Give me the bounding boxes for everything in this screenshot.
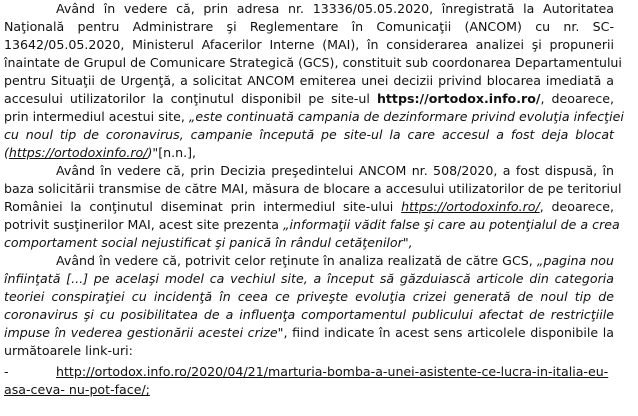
p2-text: României la conţinutul diseminat prin intermediul site-ului — [4, 199, 402, 214]
p1-line-2 — [4, 18, 614, 36]
p3-quote: „pagina nou — [536, 253, 614, 268]
p1-line-6 — [4, 90, 614, 108]
p2-text: baza solicitării transmise de către MAI, măsura de blocare a accesului utilizatorilor de pe teritoriul — [4, 181, 622, 196]
p3-line-5 — [4, 324, 614, 342]
p1-line-8 — [4, 126, 614, 144]
p1-text: 13642/05.05.2020, Ministerul Afacerilor Interne (MAI), în considerarea analizei şi propunerii — [4, 37, 614, 52]
p3-line-1 — [56, 252, 614, 270]
bullet-dash: - — [4, 364, 9, 379]
p1-text: înaintate de Grupul de Comunicare Strategică (GCS), constituit sub coordonarea Departamentului — [4, 55, 622, 70]
p3-quote: impuse în vederea gestionării acestei crize" — [4, 325, 284, 340]
p3-quote: coronavirus şi cu posibilitatea de a influenţa comportamentul publicului afectat de restricţiile — [4, 307, 614, 322]
p1-line-5 — [4, 72, 614, 90]
p3-text: următoarele link-uri: — [4, 343, 133, 358]
p1-line-7 — [4, 108, 624, 126]
p1-text: accesului utilizatorilor la conţinutul disponibil pe site-ul — [4, 91, 377, 106]
p1-line-1 — [56, 0, 614, 18]
p2-text: , deoarece, — [539, 199, 615, 214]
p3-line-4 — [4, 306, 614, 324]
article-link[interactable]: asa-ceva- nu-pot-face/; — [4, 382, 150, 397]
p3-line-3 — [4, 288, 614, 306]
p2-line-3 — [4, 198, 614, 216]
list-item-link-line-1[interactable] — [56, 363, 614, 381]
p1-text: Având în vedere că, prin adresa nr. 13336/05.05.2020, înregistrată la Autoritatea — [56, 1, 614, 16]
p1-text: , deoarece, — [540, 91, 614, 106]
p1-quote: )" — [147, 145, 159, 160]
p2-line-2 — [4, 180, 622, 198]
p1-quote: ( — [4, 145, 9, 160]
p1-text: pentru Situaţii de Urgenţă, a solicitat ANCOM emiterea unei decizii privind blocarea imediată a — [4, 73, 614, 88]
p3-quote: înfiinţată [...] pe acelaşi model ca vechiul site, a început să găzduiască articole din categoria — [4, 271, 614, 286]
ortodoxinfo-link[interactable]: https://ortodoxinfo.ro/ — [401, 199, 540, 214]
p3-line-2 — [4, 270, 614, 288]
p1-text: prin intermediul acestui site, — [4, 109, 189, 124]
p2-line-5 — [4, 234, 614, 252]
p2-text: Având în vedere că, prin Decizia preşedintelui ANCOM nr. 508/2020, a fost dispusă, în — [56, 163, 614, 178]
p3-quote: teoriei conspiraţiei cu incidenţă în ceea ce priveşte evoluţia crizei generată de noul tip de — [4, 289, 614, 304]
p3-text: , fiind indicate în acest sens articolele disponibile la — [283, 325, 615, 340]
article-link[interactable]: http://ortodox.info.ro/2020/04/21/marturia-bomba-a-unei-asistente-ce-lucra-in-italia-eu- — [56, 364, 609, 379]
p3-line-6 — [4, 342, 614, 360]
list-bullet — [4, 363, 9, 381]
list-item-link-line-2[interactable] — [4, 381, 614, 399]
p1-quote: „este continuată campania de dezinformare privind evoluţia infecţiei — [188, 109, 624, 124]
p1-line-9 — [4, 144, 614, 162]
p1-quote: cu noul tip de coronavirus, campanie începută pe site-ul la care accesul a fost deja blocat — [4, 127, 614, 142]
p2-text: potrivit susţinerilor MAI, acest site prezenta — [4, 217, 284, 232]
p1-line-3 — [4, 36, 614, 54]
p2-quote: comportament social nejustificat şi panică în rândul cetăţenilor", — [4, 235, 413, 250]
p2-line-4 — [4, 216, 620, 234]
ortodoxinfo-link[interactable]: https://ortodoxinfo.ro/ — [8, 145, 148, 160]
ortodox-info-link[interactable]: https://ortodox.info.ro/ — [376, 91, 541, 106]
p2-quote: „informaţii vădit false şi care au potenţialul de a crea — [283, 217, 620, 232]
p1-line-4 — [4, 54, 622, 72]
p2-line-1 — [56, 162, 614, 180]
p3-text: Având în vedere că, potrivit celor reţinute în analiza realizată de către GCS, — [56, 253, 537, 268]
p1-text: Naţională pentru Administrare şi Reglementare în Comunicaţii (ANCOM) cu nr. SC- — [4, 19, 614, 34]
p1-text: [n.n.], — [158, 145, 197, 160]
